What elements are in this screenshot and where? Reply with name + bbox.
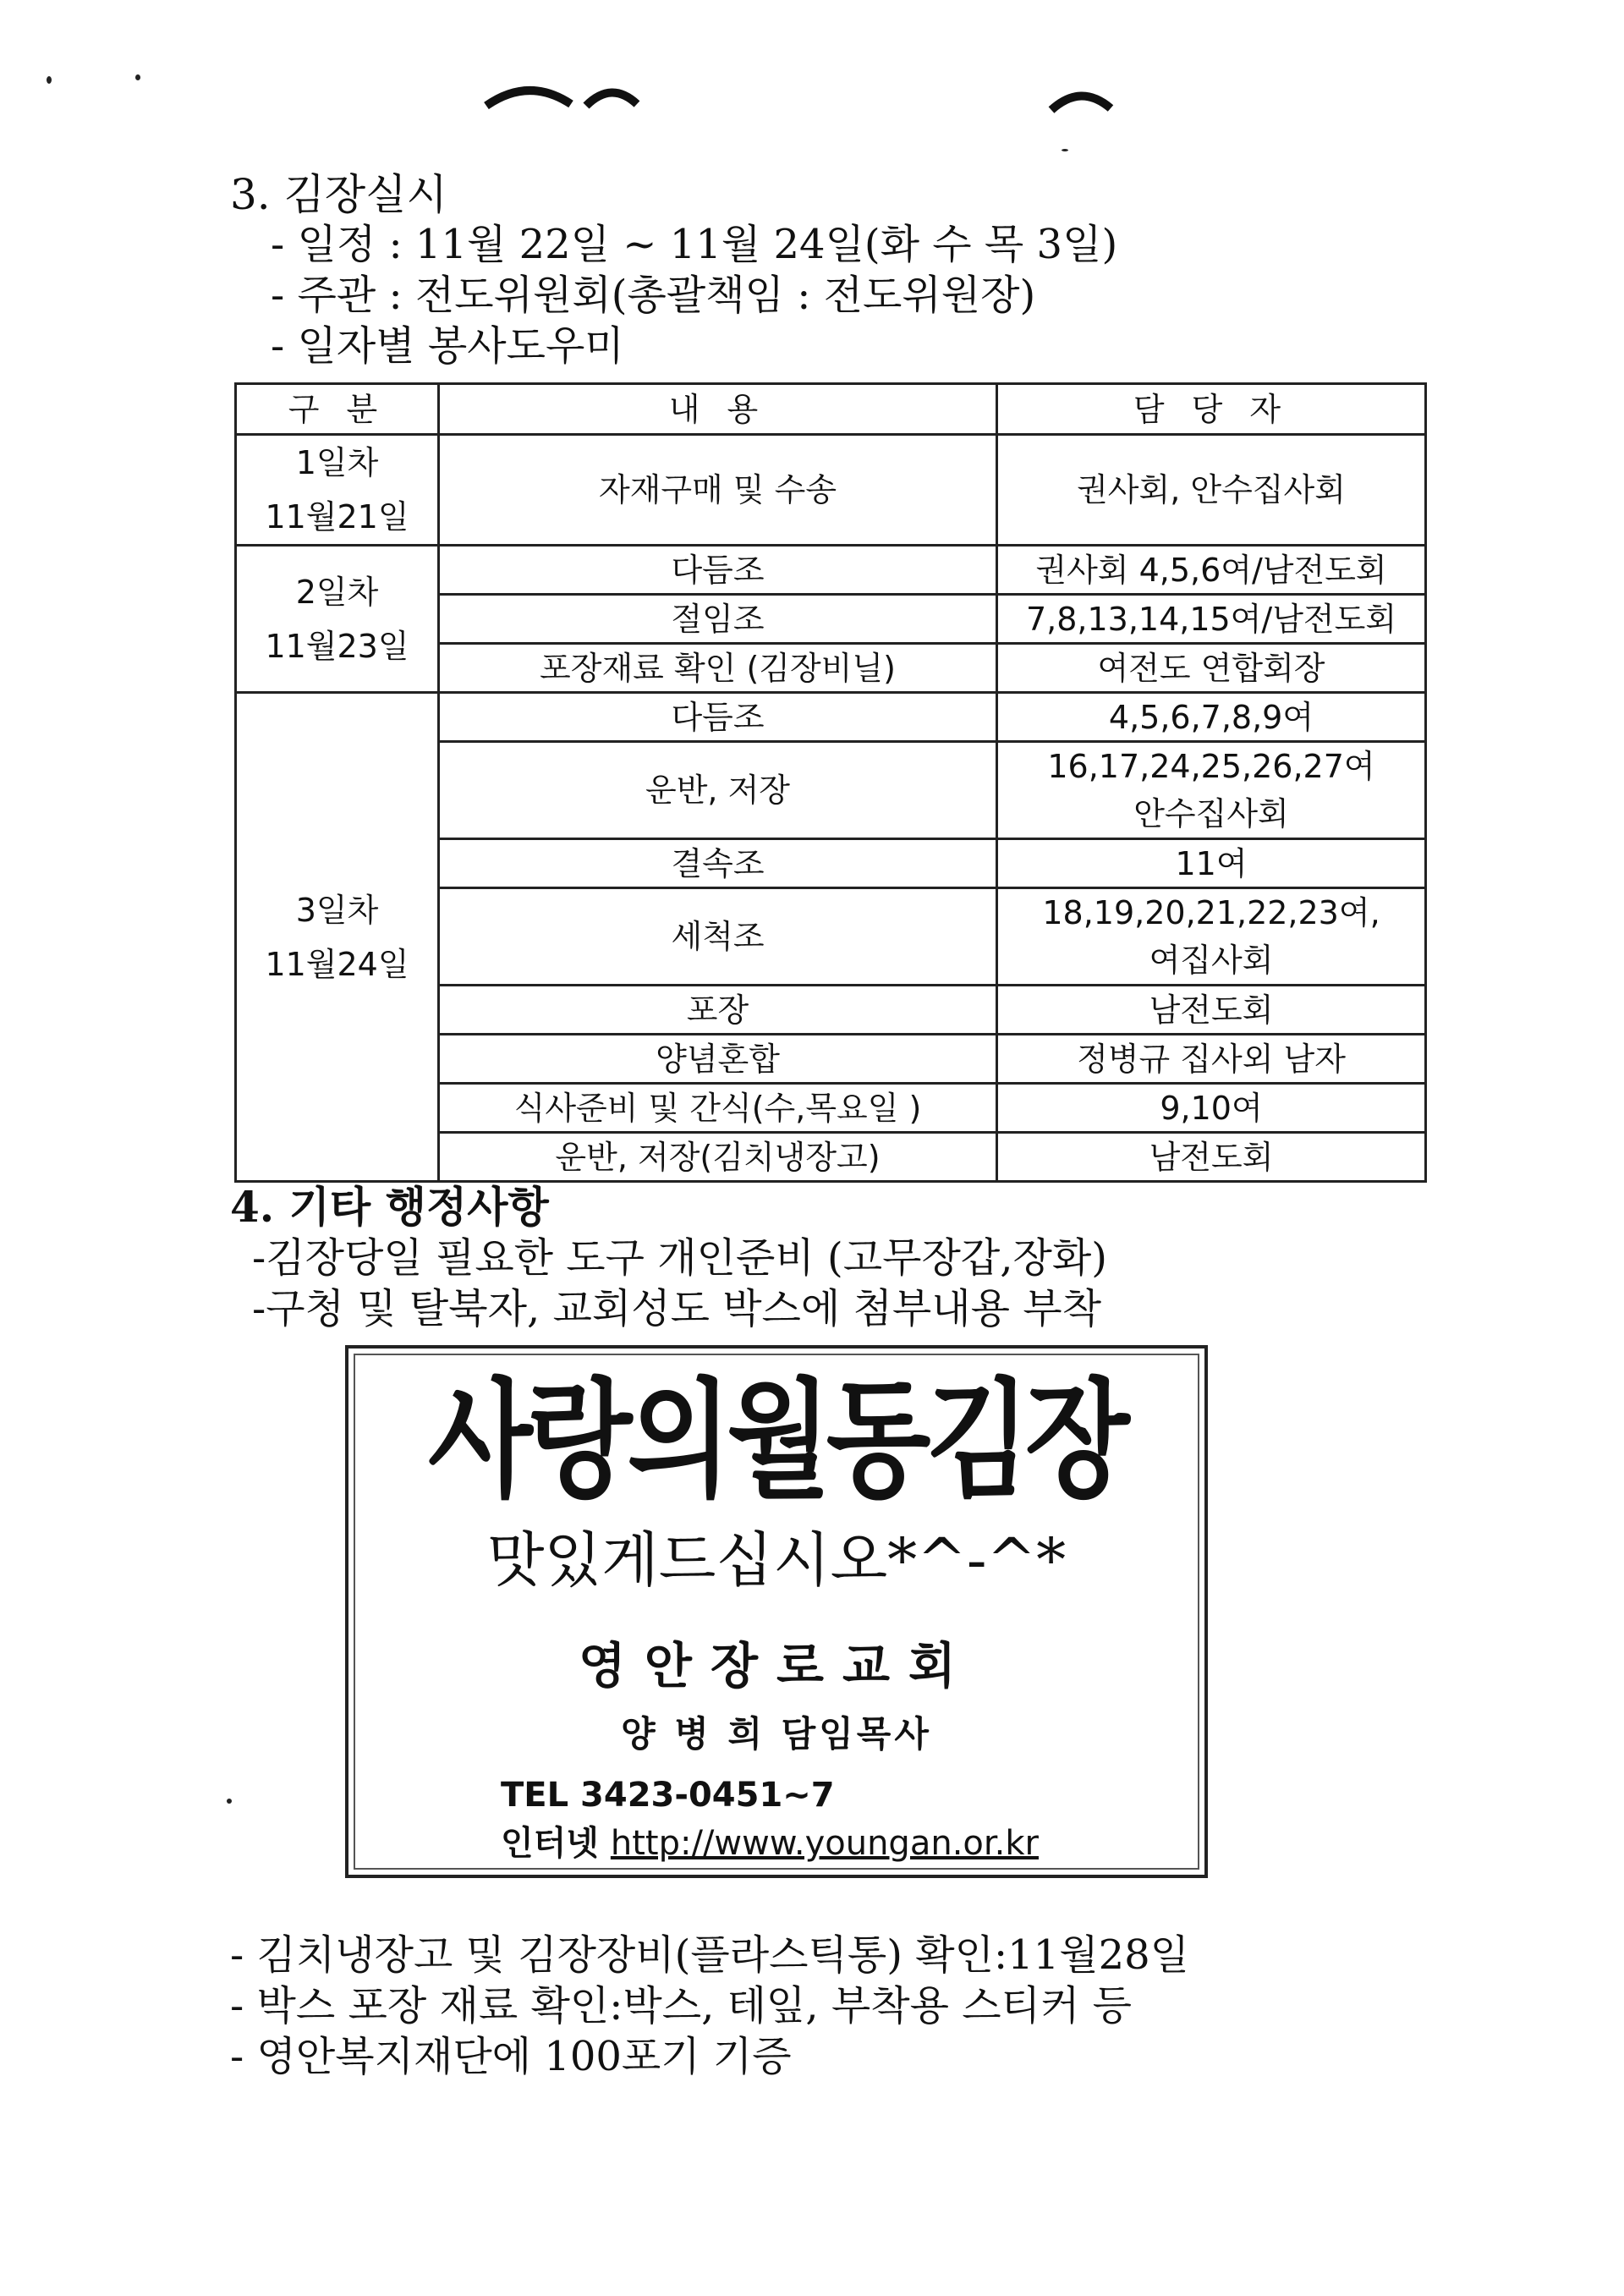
person-cell: 남전도회 xyxy=(997,986,1426,1035)
table-row xyxy=(236,693,1426,742)
day-label: 2일차 xyxy=(295,573,379,611)
section-4-heading: 4. 기타 행정사항 xyxy=(230,1182,549,1232)
content-cell: 포장 xyxy=(439,986,997,1035)
volunteer-schedule-table xyxy=(234,382,1427,1183)
admin-item: -구청 및 탈북자, 교회성도 박스에 첨부내용 부착 xyxy=(252,1285,1102,1332)
banner-title: 사랑의월동김장 xyxy=(428,1366,1125,1516)
content-cell: 운반, 저장 xyxy=(439,742,997,839)
website-label: 인터넷 xyxy=(501,1824,599,1863)
scan-speck xyxy=(1062,149,1068,151)
organizer-item: - 주관 : 전도위원회(총괄책임 : 전도위원장) xyxy=(271,272,1036,319)
header-content: 내 용 xyxy=(439,384,997,435)
pastor-name: 양 병 희 담임목사 xyxy=(621,1713,932,1755)
content-cell: 다듬조 xyxy=(439,546,997,595)
scan-mark xyxy=(482,80,575,114)
note-item: - 김치냉장고 및 김장장비(플라스틱통) 확인:11월28일 xyxy=(230,1931,1190,1979)
content-cell: 다듬조 xyxy=(439,693,997,742)
kimchi-label-banner xyxy=(345,1345,1208,1878)
schedule-dates-item: - 일정 : 11월 22일 ~ 11월 24일(화 수 목 3일) xyxy=(271,221,1118,268)
scan-speck xyxy=(135,74,140,80)
content-cell: 자재구매 및 수송 xyxy=(439,435,997,546)
person-cell: 4,5,6,7,8,9여 xyxy=(997,693,1426,742)
person-line: 안수집사회 xyxy=(1133,795,1289,832)
person-cell: 정병규 집사외 남자 xyxy=(997,1035,1426,1084)
scan-speck xyxy=(227,1799,232,1804)
scan-mark xyxy=(582,80,641,114)
person-line: 16,17,24,25,26,27여 xyxy=(1047,748,1375,785)
table-row xyxy=(236,435,1426,546)
person-cell: 9,10여 xyxy=(997,1084,1426,1133)
table-header-row xyxy=(236,384,1426,435)
day-date: 11월23일 xyxy=(265,627,409,665)
person-cell: 권사회, 안수집사회 xyxy=(997,435,1426,546)
person-line: 여집사회 xyxy=(1149,942,1274,979)
telephone: TEL 3423-0451~7 xyxy=(501,1776,835,1815)
website-line xyxy=(501,1822,1039,1865)
church-name: 영안장로교회 xyxy=(578,1637,975,1695)
day-label: 1일차 xyxy=(295,444,379,481)
person-cell xyxy=(997,742,1426,839)
website-link[interactable]: http://www.youngan.or.kr xyxy=(610,1824,1039,1863)
content-cell: 운반, 저장(김치냉장고) xyxy=(439,1133,997,1182)
day-label: 3일차 xyxy=(295,891,379,929)
content-cell: 세척조 xyxy=(439,888,997,986)
person-cell: 7,8,13,14,15여/남전도회 xyxy=(997,595,1426,644)
person-line: 18,19,20,21,22,23여, xyxy=(1042,894,1380,931)
content-cell: 결속조 xyxy=(439,839,997,888)
note-item: - 박스 포장 재료 확인:박스, 테잎, 부착용 스티커 등 xyxy=(230,1982,1132,2030)
content-cell: 양념혼합 xyxy=(439,1035,997,1084)
scan-mark xyxy=(1047,83,1115,117)
admin-item: -김장당일 필요한 도구 개인준비 (고무장갑,장화) xyxy=(252,1234,1107,1282)
header-category: 구 분 xyxy=(236,384,439,435)
day-cell xyxy=(236,693,439,1182)
header-person: 담 당 자 xyxy=(997,384,1426,435)
section-3-heading: 3. 김장실시 xyxy=(230,170,447,219)
person-cell xyxy=(997,888,1426,986)
day-cell xyxy=(236,435,439,546)
day-date: 11월24일 xyxy=(265,945,409,983)
table-row xyxy=(236,546,1426,595)
person-cell: 권사회 4,5,6여/남전도회 xyxy=(997,546,1426,595)
day-cell xyxy=(236,546,439,693)
content-cell: 포장재료 확인 (김장비닐) xyxy=(439,644,997,693)
banner-subtitle: 맛있게드십시오*^-^* xyxy=(486,1525,1067,1595)
person-cell: 남전도회 xyxy=(997,1133,1426,1182)
volunteer-schedule-item: - 일자별 봉사도우미 xyxy=(271,322,624,370)
person-cell: 11여 xyxy=(997,839,1426,888)
content-cell: 절임조 xyxy=(439,595,997,644)
content-cell: 식사준비 및 간식(수,목요일 ) xyxy=(439,1084,997,1133)
day-date: 11월21일 xyxy=(265,498,409,536)
note-item: - 영안복지재단에 100포기 기증 xyxy=(230,2033,792,2080)
scan-speck xyxy=(47,76,52,84)
person-cell: 여전도 연합회장 xyxy=(997,644,1426,693)
